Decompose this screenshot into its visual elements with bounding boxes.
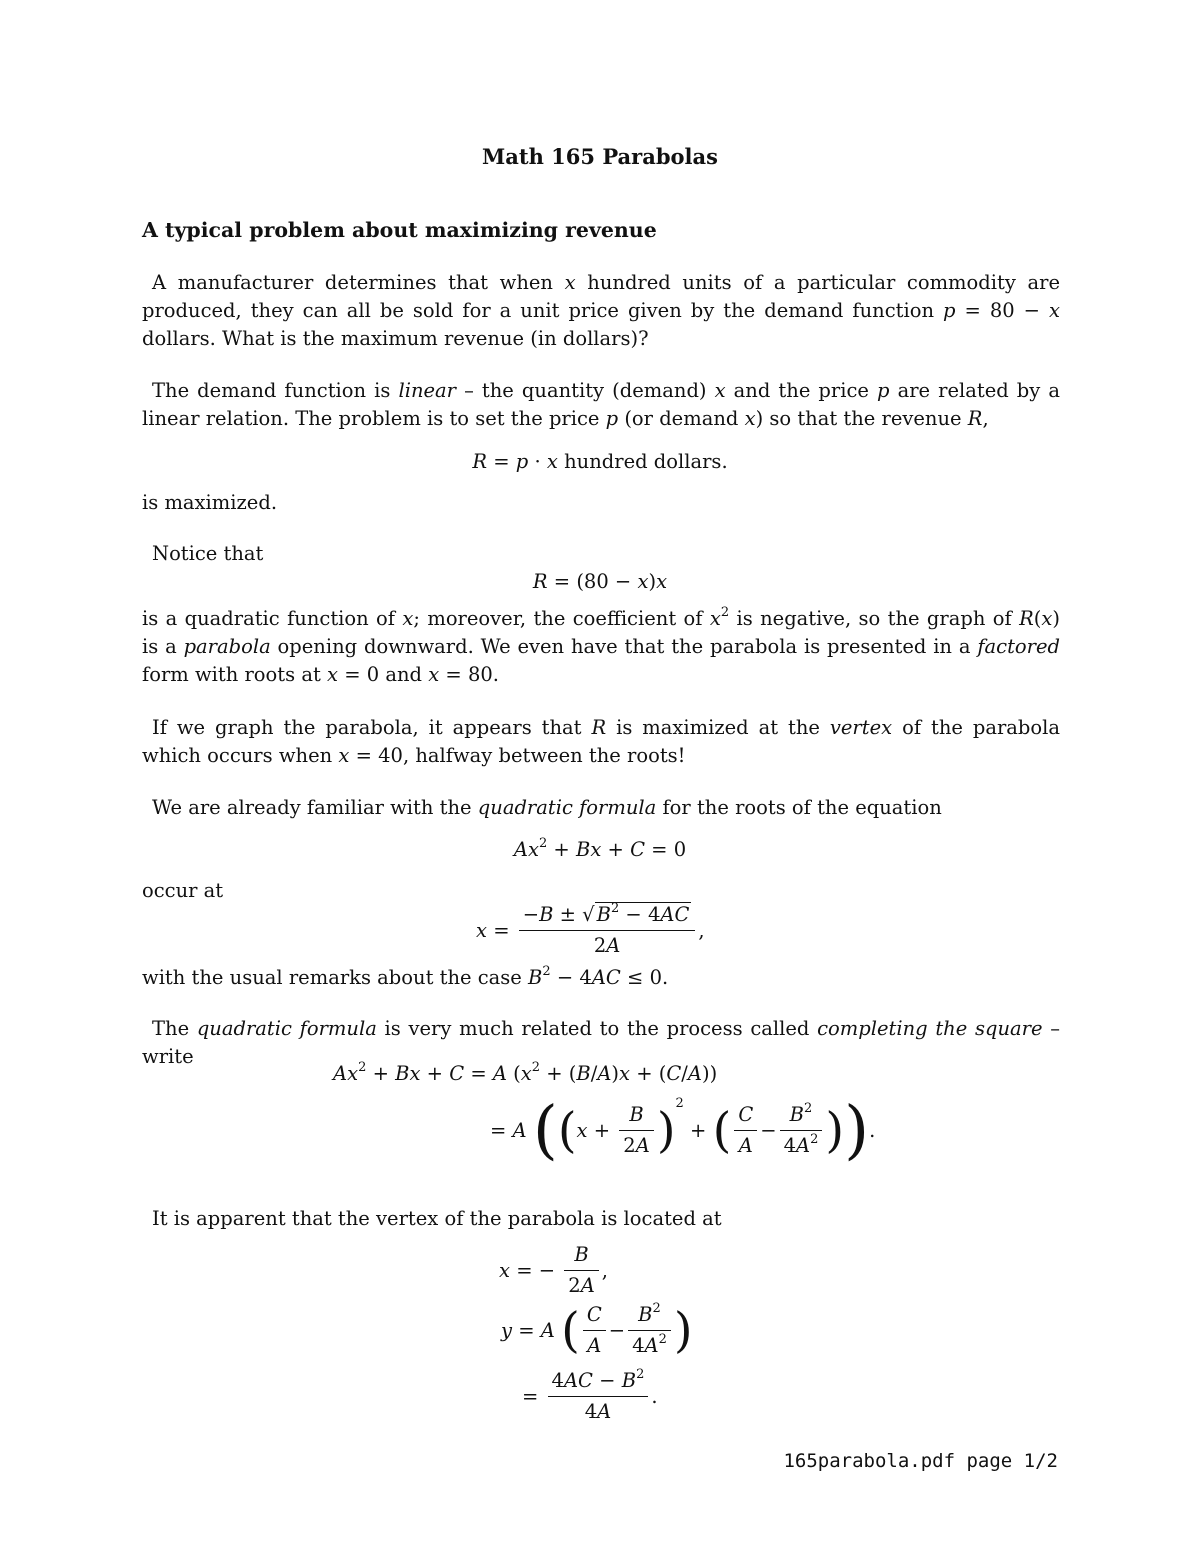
equation-vertex-y: y = A ( $\frac{C}{A}$ − $\frac{B^2}{4A^2}$ ) [501,1300,693,1359]
paragraph-vertex: If we graph the parabola, it appears that R is maximized at the vertex of the parabola which occurs when x = 40, halfway between the roots! [142,716,1060,767]
equation-vertex-x: x = − $\frac{B}{2A}$ , [499,1240,608,1301]
paragraph-demand: The demand function is linear – the quantity (demand) x and the price p are related by a linear relation. The problem is to set the price p (or demand x) so that the revenue R, [142,379,1060,430]
paragraph-quadratic-function: is a quadratic function of x; moreover, the coefficient of $x^2$ is negative, so the graph of R(x) is a parabola opening downward. We even have that the parabola is presented in a factored form with roots at x = 0 and x = 80. [142,604,1060,686]
equation-quadratic: $Ax^2 + Bx + C = 0$ [513,835,687,861]
paragraph-vertex-location: It is apparent that the vertex of the parabola is located at [152,1207,722,1230]
paragraph-usual-remarks: with the usual remarks about the case $B^2 - 4AC \le 0$. [142,963,669,989]
equation-quadratic-formula: x = $\frac{-B \pm √ B^2 - 4AC}{2A}$ , [476,900,705,957]
paragraph-completing-square: The quadratic formula is very much related to the process called completing the square – write [142,1017,1060,1068]
equation-revenue: R = p · x hundred dollars. [472,450,728,473]
paragraph-problem: A manufacturer determines that when x hundred units of a particular commodity are produced, they can all be sold for a unit price given by the demand function p = 80 − x dollars. What is the maximum revenue (in dollars)? [142,271,1060,350]
equation-complete-square-2: = A ((x + $\frac{B}{2A}$ )$^2$ + ( $\frac{C}{A}$ − $\frac{B^2}{4A^2}$ )). [490,1093,876,1168]
equation-vertex-y-simplified: = $\frac{4AC - B^2}{4A}$ . [522,1366,658,1423]
paragraph-occur-at: occur at [142,879,224,902]
section-heading: A typical problem about maximizing revenue [142,218,657,242]
paragraph-quadratic-formula-intro: We are already familiar with the quadratic formula for the roots of the equation [152,796,942,819]
page-footer: 165parabola.pdf page 1/2 [783,1450,1058,1472]
equation-factored: R = (80 − x)x [532,570,668,593]
page-title: Math 165 Parabolas [482,144,718,169]
equation-complete-square-1: $Ax^2 + Bx + C = A$ $(x^2 + (B/A)x + (C/A))$ [333,1059,718,1085]
paragraph-maximized: is maximized. [142,491,278,514]
paragraph-notice: Notice that [152,542,264,565]
